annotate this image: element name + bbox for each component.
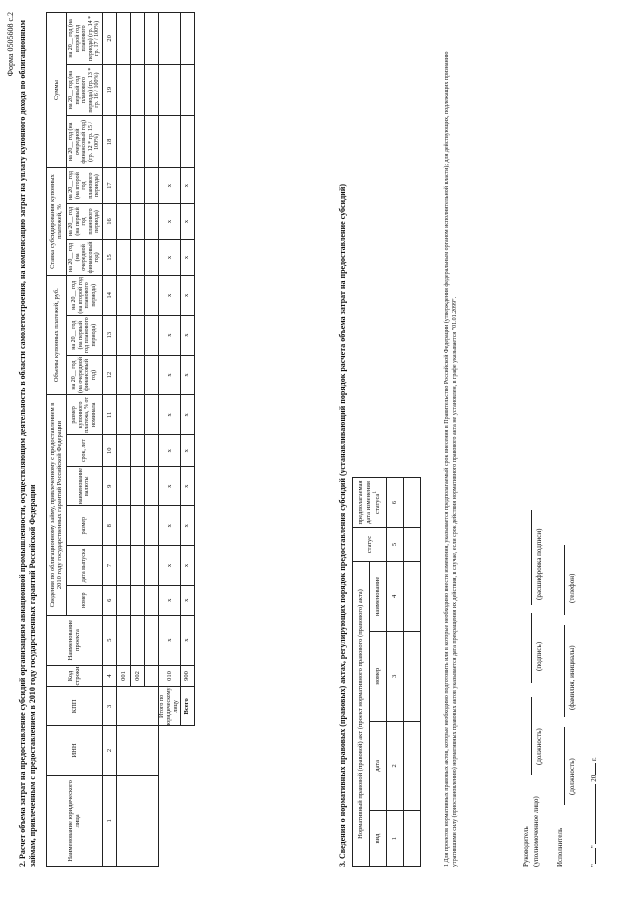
header-loan-info: Сведения по облигационному займу, привлеченному с предоставлением в 2010 году государственных гарантий Российской Федерации xyxy=(47,395,67,615)
total-legal-label: Итого по юридическому лицу xyxy=(158,687,179,726)
cell[interactable] xyxy=(116,239,130,275)
header-inn: ИНН xyxy=(47,726,103,776)
cell[interactable] xyxy=(144,435,158,467)
header-sum-y1: на 20__ год (на первый год планового периода) (гр. 13 * гр. 16 / 100%) xyxy=(66,64,102,116)
col-num: 4 xyxy=(387,561,404,631)
cell[interactable] xyxy=(144,315,158,355)
x-mark: x xyxy=(158,615,180,665)
header-currency: наименование валюты xyxy=(66,467,102,506)
cell[interactable] xyxy=(130,13,144,65)
cell[interactable] xyxy=(180,116,194,168)
col-num: 4 xyxy=(102,665,116,687)
header-rate-y2: на 20__ год (на второй год планового периода) xyxy=(66,168,102,204)
x-mark: x xyxy=(158,239,180,275)
header-coupon-pct: размер купонного платежа, % от номинала xyxy=(66,395,102,435)
header-legal-entity: Наименование юридического лица xyxy=(47,775,103,866)
cell[interactable] xyxy=(180,13,194,65)
header-issue-date: дата выпуска xyxy=(66,546,102,586)
header-sum-y2: на 20__ год (на второй год планового периода) (гр. 14 * гр. 17 / 100%) xyxy=(66,13,102,65)
cell[interactable] xyxy=(116,204,130,240)
cell[interactable] xyxy=(144,204,158,240)
cell[interactable] xyxy=(116,168,130,204)
cell[interactable] xyxy=(144,546,158,586)
cell[interactable] xyxy=(130,239,144,275)
executor-position-line[interactable] xyxy=(564,727,565,805)
normative-acts-table xyxy=(352,477,421,867)
x-mark: x xyxy=(158,395,180,435)
cell[interactable] xyxy=(116,615,130,665)
cell[interactable] xyxy=(130,585,144,615)
cell[interactable] xyxy=(144,116,158,168)
cell[interactable] xyxy=(130,435,144,467)
col-num: 7 xyxy=(102,546,116,586)
x-mark: x xyxy=(158,467,180,506)
x-mark: x xyxy=(180,355,194,395)
x-mark: x xyxy=(180,315,194,355)
cell[interactable] xyxy=(116,64,130,116)
date-quote-close: " xyxy=(590,845,598,849)
col-num: 15 xyxy=(102,239,116,275)
cell[interactable] xyxy=(116,275,130,315)
cell[interactable] xyxy=(144,395,158,435)
cell[interactable] xyxy=(130,467,144,506)
header-date: дата xyxy=(370,721,387,811)
cell[interactable] xyxy=(144,467,158,506)
executor-label: Исполнитель xyxy=(556,827,564,867)
cell[interactable] xyxy=(404,631,421,721)
cell[interactable] xyxy=(130,64,144,116)
cell[interactable] xyxy=(158,64,180,116)
col-num: 6 xyxy=(102,585,116,615)
cell[interactable] xyxy=(130,506,144,546)
cell[interactable] xyxy=(158,116,180,168)
cell[interactable] xyxy=(130,355,144,395)
row-code: 001 xyxy=(116,665,130,687)
x-mark: x xyxy=(158,315,180,355)
header-expected-date xyxy=(353,478,387,528)
col-num: 8 xyxy=(102,506,116,546)
cell[interactable] xyxy=(130,204,144,240)
header-rate-y1: на 20__ год (на первый год планового периода) xyxy=(66,204,102,240)
cell[interactable] xyxy=(404,811,421,867)
header-sums: Суммы xyxy=(47,13,67,168)
executor-name-caption: (фамилия, инициалы) xyxy=(568,645,576,710)
x-mark: x xyxy=(158,168,180,204)
cell[interactable] xyxy=(116,116,130,168)
subsidy-calculation-table xyxy=(46,12,195,867)
header-coupon-y2: на 20__ год (на второй год планового периода) xyxy=(66,275,102,315)
cell[interactable] xyxy=(404,478,421,528)
cell[interactable] xyxy=(144,506,158,546)
header-sum-y0: на 20__ год (на очередной финансовый год) (гр. 12 * гр. 15 / 100%) xyxy=(66,116,102,168)
header-size: размер xyxy=(66,506,102,546)
cell[interactable] xyxy=(116,506,130,546)
cell[interactable] xyxy=(116,546,130,586)
x-mark: x xyxy=(180,275,194,315)
header-rate-y0: на 20__ год (на очередной финансовый год) xyxy=(66,239,102,275)
cell[interactable] xyxy=(144,13,158,65)
table-row xyxy=(116,13,130,867)
header-coupon-y0: на 20__ год (на очередной финансовый год) xyxy=(66,355,102,395)
x-mark: x xyxy=(180,239,194,275)
col-num: 12 xyxy=(102,355,116,395)
table-row xyxy=(404,478,421,867)
cell[interactable] xyxy=(130,546,144,586)
row-code: 010 xyxy=(158,665,180,687)
x-mark: x xyxy=(180,204,194,240)
form-code: Форма 0505608 с.2 xyxy=(6,12,15,77)
date-line[interactable] xyxy=(590,757,598,867)
executor-position-caption: (должность) xyxy=(568,758,576,795)
col-num: 1 xyxy=(102,775,116,866)
col-num: 11 xyxy=(102,395,116,435)
cell[interactable] xyxy=(404,721,421,811)
section-2-title: 2. Расчет объема затрат на предоставление субсидий организациям авиационной промышленности, осуществляющим деятельность в области самолетостроения, на компенсацию затрат на уплату купонного дохода по облигационным займам, привлеченным с предоставлением в 2010 году государственных гарантий Российской Федерации xyxy=(18,20,37,867)
head-label: Руководитель xyxy=(522,826,530,867)
cell[interactable] xyxy=(116,435,130,467)
x-mark: x xyxy=(158,355,180,395)
cell[interactable] xyxy=(116,467,130,506)
date-suffix: г. xyxy=(590,757,598,762)
grand-total-row xyxy=(180,13,194,867)
x-mark: x xyxy=(158,546,180,586)
col-num: 20 xyxy=(102,13,116,65)
cell[interactable] xyxy=(404,561,421,631)
header-subsidy-rates: Ставка субсидирования купонных платежей, % xyxy=(47,168,67,276)
cell[interactable] xyxy=(130,615,144,665)
decoding-line[interactable] xyxy=(531,510,532,605)
row-code-empty xyxy=(144,665,158,687)
cell[interactable] xyxy=(144,168,158,204)
col-num: 9 xyxy=(102,467,116,506)
executor-phone-line[interactable] xyxy=(564,545,565,615)
cell[interactable] xyxy=(116,585,130,615)
cell[interactable] xyxy=(130,168,144,204)
x-mark: x xyxy=(180,467,194,506)
header-name: наименование xyxy=(370,561,387,631)
header-vid: вид xyxy=(370,811,387,867)
header-kpp: КПП xyxy=(47,687,103,726)
footnote: 1 Для проектов нормативных правовых актов, которые необходимо подготовить или в которые необходимо внести изменения, указывается предполагаемый срок внесения в Правительство Российской Федерации (утверждения федеральным органом исполнительной власти); для действующих, подлежащих признанию утратившими силу (приостановлению) нормативных правовых актов указывается дата прекращения их действия, в случае, если срок действия нормативного правового акта не установлен, в графе указывается "01.01.2099". xyxy=(444,51,458,867)
cell[interactable] xyxy=(144,355,158,395)
header-term: срок, лет xyxy=(66,435,102,467)
header-coupon-y1: на 20__ год (на первый год планового периода) xyxy=(66,315,102,355)
cell[interactable] xyxy=(144,615,158,665)
cell[interactable] xyxy=(116,395,130,435)
cell[interactable] xyxy=(116,315,130,355)
header-number: номер xyxy=(370,631,387,721)
header-row-code: Код строки xyxy=(47,665,103,687)
cell[interactable] xyxy=(130,395,144,435)
x-mark: x xyxy=(180,546,194,586)
grand-total-label: Всего xyxy=(180,687,194,726)
cell[interactable] xyxy=(144,275,158,315)
header-project: Наименование проекта xyxy=(47,615,103,665)
x-mark: x xyxy=(158,435,180,467)
cell[interactable] xyxy=(144,239,158,275)
executor-phone-caption: (телефон) xyxy=(568,573,576,603)
col-num: 3 xyxy=(102,687,116,726)
row-code: 002 xyxy=(130,665,144,687)
header-number: номер xyxy=(66,585,102,615)
cell-kpp[interactable] xyxy=(116,687,158,726)
header-coupon-volumes: Объемы купонных платежей, руб. xyxy=(47,275,67,395)
col-num: 16 xyxy=(102,204,116,240)
col-num: 17 xyxy=(102,168,116,204)
header-act: Нормативный правовой (правовой) акт (проект нормативного правового (правового) акта) xyxy=(353,561,370,866)
col-num: 5 xyxy=(102,615,116,665)
date-quote-open: " xyxy=(590,864,598,867)
cell-legal-entity[interactable] xyxy=(116,775,158,866)
cell[interactable] xyxy=(130,116,144,168)
cell[interactable] xyxy=(116,355,130,395)
date-year: 20 xyxy=(590,774,598,782)
x-mark: x xyxy=(158,204,180,240)
col-num: 10 xyxy=(102,435,116,467)
cell[interactable] xyxy=(144,585,158,615)
col-num: 14 xyxy=(102,275,116,315)
head-sublabel: (уполномоченное лицо) xyxy=(532,796,540,867)
cell[interactable] xyxy=(144,64,158,116)
col-num: 2 xyxy=(102,726,116,776)
x-mark: x xyxy=(158,585,180,615)
header-expected-date-label: предполагаемая дата изменения статуса xyxy=(357,480,382,525)
decoding-caption: (расшифровка подписи) xyxy=(535,528,543,600)
cell-inn[interactable] xyxy=(116,726,158,776)
x-mark: x xyxy=(180,615,194,665)
col-num: 19 xyxy=(102,64,116,116)
total-legal-entity-row xyxy=(158,13,180,867)
cell[interactable] xyxy=(180,64,194,116)
cell[interactable] xyxy=(130,315,144,355)
header-status: статус xyxy=(353,528,387,562)
x-mark: x xyxy=(180,168,194,204)
x-mark: x xyxy=(180,395,194,435)
column-number-row xyxy=(102,13,116,867)
col-num: 18 xyxy=(102,116,116,168)
col-num: 6 xyxy=(387,478,404,528)
col-num: 3 xyxy=(387,631,404,721)
executor-name-line[interactable] xyxy=(564,625,565,717)
position-caption: (должность) xyxy=(535,728,543,765)
x-mark: x xyxy=(180,585,194,615)
cell[interactable] xyxy=(130,275,144,315)
signature-line[interactable] xyxy=(531,613,532,683)
col-num: 1 xyxy=(387,811,404,867)
position-line[interactable] xyxy=(531,697,532,775)
cell[interactable] xyxy=(158,13,180,65)
x-mark: x xyxy=(158,275,180,315)
x-mark: x xyxy=(180,435,194,467)
x-mark: x xyxy=(158,506,180,546)
col-num: 5 xyxy=(387,528,404,562)
section-3-title: 3. Сведения о нормативных правовых (правовых) актах, регулирующих порядок предоставления субсидий (устанавливающий порядок расчета объема затрат на предоставление субсидий) xyxy=(338,183,347,867)
footnote-mark: 1 xyxy=(372,490,379,494)
signature-caption: (подпись) xyxy=(535,641,543,671)
cell[interactable] xyxy=(116,13,130,65)
cell[interactable] xyxy=(404,528,421,562)
x-mark: x xyxy=(180,506,194,546)
col-num: 13 xyxy=(102,315,116,355)
col-num: 2 xyxy=(387,721,404,811)
row-code: 900 xyxy=(180,665,194,687)
